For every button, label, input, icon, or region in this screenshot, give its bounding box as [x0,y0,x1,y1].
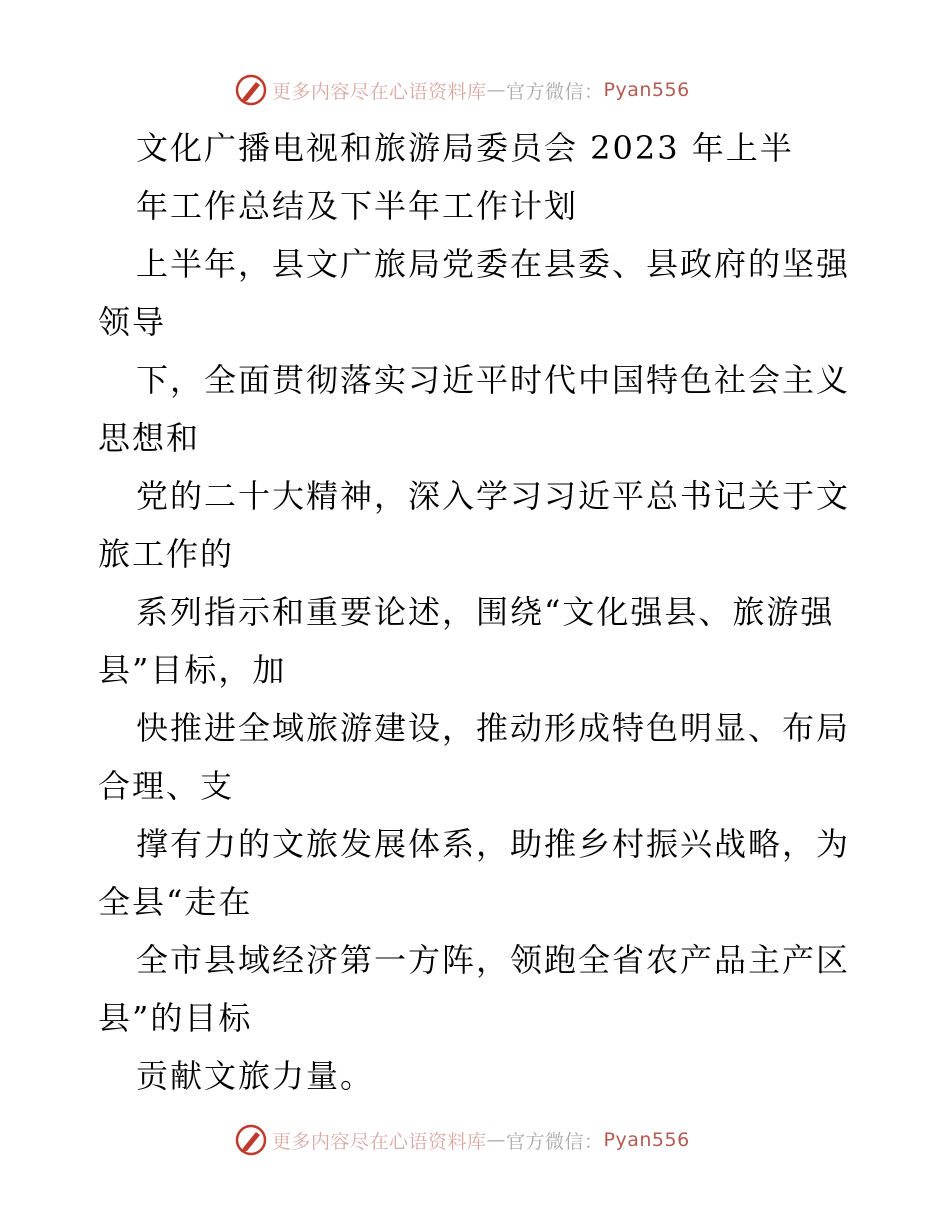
paragraph-line: 旅工作的 [98,535,235,573]
paragraph-line: 合理、支 [98,767,235,805]
paragraph-line: 党的二十大精神，深入学习习近平总书记关于文 [136,477,851,515]
paragraph-line: 快推进全域旅游建设，推动形成特色明显、布局 [136,709,851,747]
document-title-line-2: 年工作总结及下半年工作计划 [136,187,579,225]
paragraph-line: 系列指示和重要论述，围绕“文化强县、旅游强 [136,593,835,631]
paragraph-line: 全县“走在 [98,883,253,921]
paragraph-line: 上半年，县文广旅局党委在县委、县政府的坚强 [136,245,851,283]
watermark-separator: — [486,79,507,101]
paragraph-line: 领导 [98,303,167,341]
watermark-wechat-id: Pyan556 [603,1129,690,1151]
watermark-brand-text: 更多内容尽在心语资料库 [272,80,487,103]
watermark-brand-text: 更多内容尽在心语资料库 [272,1130,487,1153]
pen-nib-logo-icon [234,1123,268,1157]
paragraph-line: 县”的目标 [98,999,253,1037]
paragraph-line: 思想和 [98,419,201,457]
document-title-line-1: 文化广播电视和旅游局委员会 2023 年上半 [136,129,794,167]
paragraph-line: 下，全面贯彻落实习近平时代中国特色社会主义 [136,361,851,399]
paragraph-line: 贡献文旅力量。 [136,1057,375,1095]
watermark-wechat-id: Pyan556 [603,79,690,101]
watermark-label: 官方微信： [506,1130,604,1153]
paragraph-line: 县”目标，加 [98,651,287,689]
paragraph-line: 全市县域经济第一方阵，领跑全省农产品主产区 [136,941,851,979]
paragraph-line: 撑有力的文旅发展体系，助推乡村振兴战略，为 [136,825,851,863]
watermark-label: 官方微信： [506,80,604,103]
watermark-banner-top [234,72,690,108]
watermark-banner-bottom [234,1122,690,1158]
watermark-separator: — [486,1129,507,1151]
pen-nib-logo-icon [234,73,268,107]
